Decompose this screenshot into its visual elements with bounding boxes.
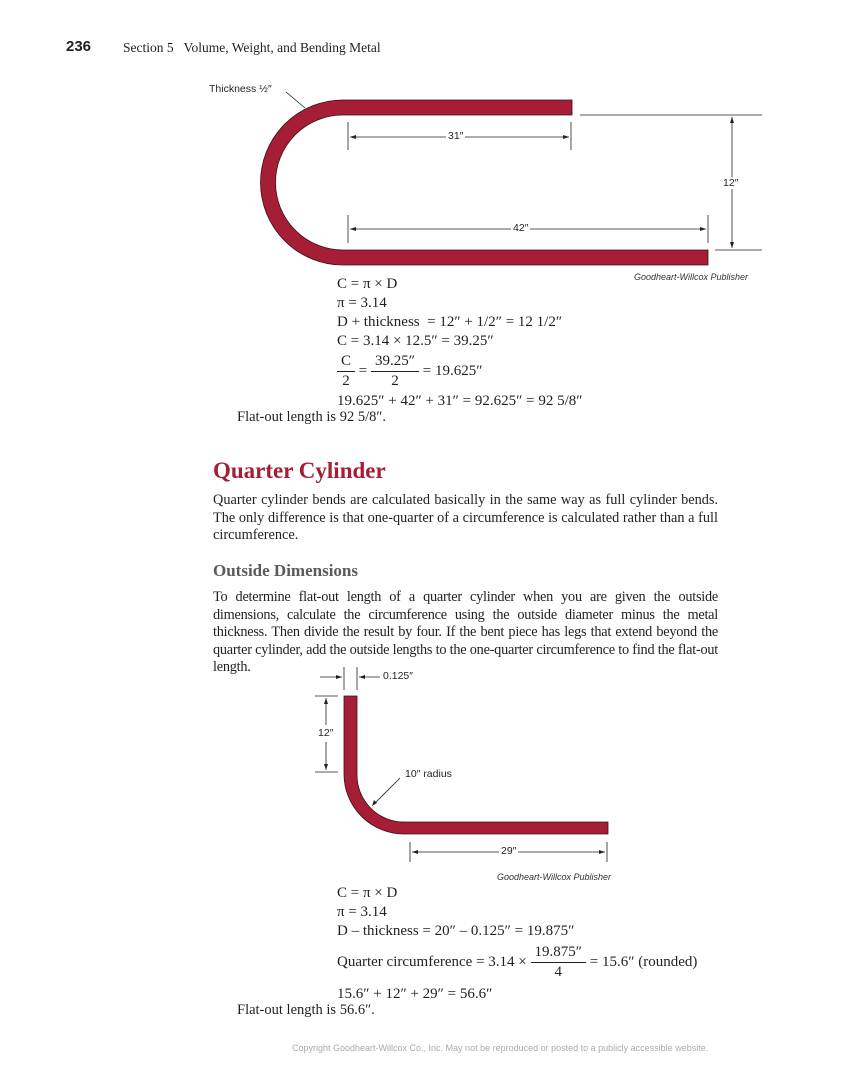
dim-31-label: 31″ bbox=[448, 130, 464, 142]
dim-leg-label: 12″ bbox=[318, 727, 334, 739]
fraction-numerator: 39.25″ bbox=[371, 352, 419, 372]
fraction-denominator: 2 bbox=[391, 373, 399, 389]
equation: π = 3.14 bbox=[337, 295, 387, 311]
radius-label: 10″ radius bbox=[405, 768, 452, 780]
dim-42-label: 42″ bbox=[513, 222, 529, 234]
copyright-footer: Copyright Goodheart-Willcox Co., Inc. May not be reproduced or posted to a publicly accessible website. bbox=[292, 1043, 709, 1053]
dim-base-label: 29″ bbox=[501, 845, 517, 857]
u-bend-metal bbox=[261, 100, 708, 265]
fraction-numerator: C bbox=[337, 352, 355, 372]
equation: C = 3.14 × 12.5″ = 39.25″ bbox=[337, 333, 494, 349]
fraction-result: = 19.625″ bbox=[422, 362, 483, 379]
fraction-equation bbox=[337, 352, 583, 391]
equation: C = π × D bbox=[337, 885, 398, 901]
figure-credit: Goodheart-Willcox Publisher bbox=[497, 872, 611, 882]
thickness-leader bbox=[286, 92, 305, 108]
figure-credit: Goodheart-Willcox Publisher bbox=[634, 272, 748, 282]
equation-block-1 bbox=[337, 275, 583, 411]
result-text: Flat-out length is 92 5/8″. bbox=[237, 409, 387, 425]
running-header: Section 5 Volume, Weight, and Bending Metal bbox=[123, 40, 381, 55]
equation: D – thickness = 20″ – 0.125″ = 19.875″ bbox=[337, 923, 575, 939]
equation: D + thickness = 12″ + 1/2″ = 12 1/2″ bbox=[337, 314, 563, 330]
section-heading: Quarter Cylinder bbox=[213, 458, 386, 483]
subsection-paragraph: To determine flat-out length of a quarter cylinder when you are given the outside dimensions, calculate the circumference using the outside diameter minus the metal thickness. Then divide the result by four. If the bent piece has legs that extend beyond the quarter cylinder, add the outside lengths to the one-quarter circumference to find the flat-out length. bbox=[213, 589, 718, 676]
section-intro: Quarter cylinder bends are calculated basically in the same way as full cylinder bends. The only difference is that one-quarter of a circumference is calculated rather than a full circumference. bbox=[213, 492, 718, 544]
equation-block-2 bbox=[337, 884, 697, 1004]
equals: = bbox=[358, 362, 368, 379]
equation: C = π × D bbox=[337, 276, 398, 292]
page-number: 236 bbox=[66, 38, 92, 55]
thickness-label: Thickness ½″ bbox=[209, 83, 272, 95]
subsection-heading: Outside Dimensions bbox=[213, 561, 358, 580]
quarter-bend-diagram bbox=[315, 667, 608, 862]
fraction-denominator: 4 bbox=[554, 964, 562, 980]
quarter-circumference-equation bbox=[337, 943, 697, 982]
equation: 19.625″ + 42″ + 31″ = 92.625″ = 92 5/8″ bbox=[337, 393, 583, 409]
quarter-bend-metal bbox=[344, 696, 608, 834]
dim-12-label: 12″ bbox=[723, 177, 739, 189]
dim-thickness-label: 0.125″ bbox=[383, 670, 413, 682]
result-text: Flat-out length is 56.6″. bbox=[237, 1002, 375, 1018]
qc-label: Quarter circumference = 3.14 × bbox=[337, 953, 527, 970]
qc-result: = 15.6″ (rounded) bbox=[589, 953, 698, 970]
u-bend-diagram bbox=[261, 92, 762, 265]
fraction-denominator: 2 bbox=[342, 373, 350, 389]
equation: 15.6″ + 12″ + 29″ = 56.6″ bbox=[337, 986, 493, 1002]
equation: π = 3.14 bbox=[337, 904, 387, 920]
fraction-numerator: 19.875″ bbox=[531, 943, 587, 963]
